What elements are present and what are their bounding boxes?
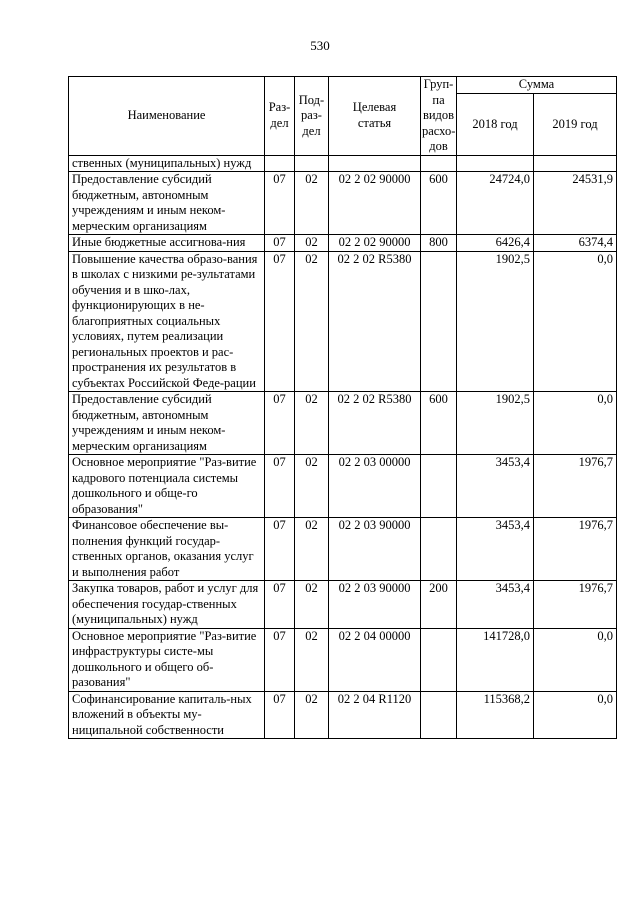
row-section: 07 bbox=[265, 691, 295, 739]
row-group: 200 bbox=[421, 581, 457, 629]
row-value-2019: 0,0 bbox=[534, 691, 617, 739]
row-section: 07 bbox=[265, 518, 295, 581]
row-value-2019 bbox=[534, 155, 617, 172]
row-value-2019: 1976,7 bbox=[534, 455, 617, 518]
budget-table bbox=[68, 76, 617, 739]
row-name: Финансовое обеспечение вы-полнения функций государ-ственных органов, оказания услуг и выполнения работ bbox=[69, 518, 265, 581]
table-row bbox=[69, 172, 617, 235]
row-group bbox=[421, 455, 457, 518]
row-group bbox=[421, 691, 457, 739]
row-group: 800 bbox=[421, 235, 457, 252]
header-sum: Сумма bbox=[457, 77, 617, 94]
row-value-2018: 6426,4 bbox=[457, 235, 534, 252]
row-value-2018: 3453,4 bbox=[457, 455, 534, 518]
row-value-2018: 1902,5 bbox=[457, 251, 534, 392]
header-target: Целевая статья bbox=[329, 77, 421, 156]
row-name: ственных (муниципальных) нужд bbox=[69, 155, 265, 172]
row-name: Предоставление субсидий бюджетным, автономным учреждениям и иным неком-мерческим организациям bbox=[69, 172, 265, 235]
table-row bbox=[69, 691, 617, 739]
row-section: 07 bbox=[265, 455, 295, 518]
row-name: Основное мероприятие "Раз-витие инфраструктуры систе-мы дошкольного и общего об-разования" bbox=[69, 628, 265, 691]
row-subsection: 02 bbox=[295, 581, 329, 629]
table-row bbox=[69, 251, 617, 392]
row-value-2019: 6374,4 bbox=[534, 235, 617, 252]
row-target: 02 2 04 R1120 bbox=[329, 691, 421, 739]
row-subsection: 02 bbox=[295, 235, 329, 252]
row-value-2019: 1976,7 bbox=[534, 518, 617, 581]
row-target: 02 2 04 00000 bbox=[329, 628, 421, 691]
row-target: 02 2 02 R5380 bbox=[329, 251, 421, 392]
row-subsection: 02 bbox=[295, 172, 329, 235]
row-name: Предоставление субсидий бюджетным, автономным учреждениям и иным неком-мерческим организациям bbox=[69, 392, 265, 455]
row-value-2019: 0,0 bbox=[534, 628, 617, 691]
row-name: Повышение качества образо-вания в школах с низкими ре-зультатами обучения и в шко-лах, функционирующих в не-благоприятных социальных условиях, путем реализации региональных проектов и рас-пространения их результатов в субъектах Российской Феде-рации bbox=[69, 251, 265, 392]
row-subsection: 02 bbox=[295, 392, 329, 455]
row-value-2018 bbox=[457, 155, 534, 172]
row-section: 07 bbox=[265, 392, 295, 455]
row-subsection: 02 bbox=[295, 628, 329, 691]
row-value-2019: 0,0 bbox=[534, 392, 617, 455]
row-value-2019: 0,0 bbox=[534, 251, 617, 392]
row-group: 600 bbox=[421, 392, 457, 455]
row-section: 07 bbox=[265, 235, 295, 252]
table-row bbox=[69, 455, 617, 518]
row-section bbox=[265, 155, 295, 172]
header-name: Наименование bbox=[69, 77, 265, 156]
row-target: 02 2 03 90000 bbox=[329, 581, 421, 629]
row-value-2018: 3453,4 bbox=[457, 518, 534, 581]
row-name: Иные бюджетные ассигнова-ния bbox=[69, 235, 265, 252]
row-name: Закупка товаров, работ и услуг для обеспечения государ-ственных (муниципальных) нужд bbox=[69, 581, 265, 629]
header-year-2018: 2018 год bbox=[457, 94, 534, 155]
row-target: 02 2 02 R5380 bbox=[329, 392, 421, 455]
header-subsection: Под- раз- дел bbox=[295, 77, 329, 156]
row-subsection: 02 bbox=[295, 518, 329, 581]
row-subsection: 02 bbox=[295, 455, 329, 518]
row-group bbox=[421, 518, 457, 581]
row-target: 02 2 03 00000 bbox=[329, 455, 421, 518]
table-row bbox=[69, 155, 617, 172]
row-group: 600 bbox=[421, 172, 457, 235]
row-subsection: 02 bbox=[295, 691, 329, 739]
header-group: Груп- па видов расхо- дов bbox=[422, 77, 456, 153]
table-row bbox=[69, 392, 617, 455]
table-row bbox=[69, 581, 617, 629]
row-target: 02 2 02 90000 bbox=[329, 235, 421, 252]
row-value-2018: 3453,4 bbox=[457, 581, 534, 629]
row-value-2018: 141728,0 bbox=[457, 628, 534, 691]
row-value-2019: 1976,7 bbox=[534, 581, 617, 629]
row-name: Основное мероприятие "Раз-витие кадрового потенциала системы дошкольного и обще-го образования" bbox=[69, 455, 265, 518]
row-name: Софинансирование капиталь-ных вложений в объекты му-ниципальной собственности bbox=[69, 691, 265, 739]
row-section: 07 bbox=[265, 172, 295, 235]
row-target bbox=[329, 155, 421, 172]
row-section: 07 bbox=[265, 628, 295, 691]
row-group bbox=[421, 628, 457, 691]
header-section: Раз- дел bbox=[265, 77, 295, 156]
page-number: 530 bbox=[310, 38, 330, 53]
row-target: 02 2 03 90000 bbox=[329, 518, 421, 581]
row-section: 07 bbox=[265, 581, 295, 629]
row-value-2018: 115368,2 bbox=[457, 691, 534, 739]
table-row bbox=[69, 235, 617, 252]
header-row bbox=[69, 77, 617, 94]
row-subsection bbox=[295, 155, 329, 172]
row-section: 07 bbox=[265, 251, 295, 392]
row-subsection: 02 bbox=[295, 251, 329, 392]
table-row bbox=[69, 518, 617, 581]
row-value-2018: 24724,0 bbox=[457, 172, 534, 235]
row-target: 02 2 02 90000 bbox=[329, 172, 421, 235]
row-value-2019: 24531,9 bbox=[534, 172, 617, 235]
row-value-2018: 1902,5 bbox=[457, 392, 534, 455]
table-row bbox=[69, 628, 617, 691]
row-group bbox=[421, 251, 457, 392]
header-year-2019: 2019 год bbox=[534, 94, 617, 155]
row-group bbox=[421, 155, 457, 172]
